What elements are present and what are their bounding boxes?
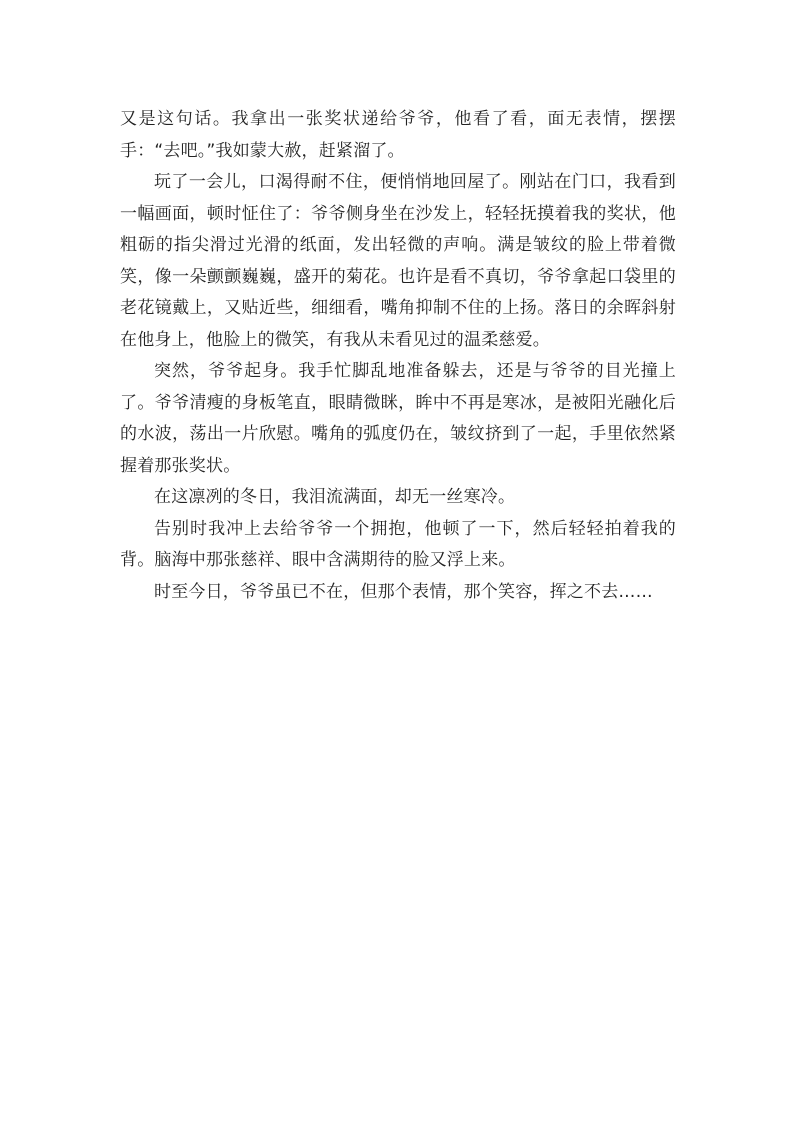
document-body	[120, 104, 676, 608]
paragraph-5: 告别时我冲上去给爷爷一个拥抱，他顿了一下，然后轻轻拍着我的背。脑海中那张慈祥、眼中含满期待的脸又浮上来。	[120, 518, 676, 570]
paragraph-2: 玩了一会儿，口渴得耐不住，便悄悄地回屋了。刚站在门口，我看到一幅画面，顿时怔住了：爷爷侧身坐在沙发上，轻轻抚摸着我的奖状，他粗砺的指尖滑过光滑的纸面，发出轻微的声响。满是皱纹的脸上带着微笑，像一朵颤颤巍巍，盛开的菊花。也许是看不真切，爷爷拿起口袋里的老花镜戴上，又贴近些，细细看，嘴角抑制不住的上扬。落日的余晖斜射在他身上，他脸上的微笑，有我从未看见过的温柔慈爱。	[120, 172, 676, 350]
paragraph-1: 又是这句话。我拿出一张奖状递给爷爷，他看了看，面无表情，摆摆手：“去吧。”我如蒙大赦，赶紧溜了。	[120, 109, 676, 161]
paragraph-6: 时至今日，爷爷虽已不在，但那个表情，那个笑容，挥之不去……	[154, 581, 653, 602]
paragraph-4: 在这凛冽的冬日，我泪流满面，却无一丝寒冷。	[154, 487, 516, 507]
paragraph-3: 突然，爷爷起身。我手忙脚乱地准备躲去，还是与爷爷的目光撞上了。爷爷清瘦的身板笔直，眼睛微眯，眸中不再是寒冰，是被阳光融化后的水波，荡出一片欣慰。嘴角的弧度仍在，皱纹挤到了一起，手里依然紧握着那张奖状。	[120, 361, 676, 476]
